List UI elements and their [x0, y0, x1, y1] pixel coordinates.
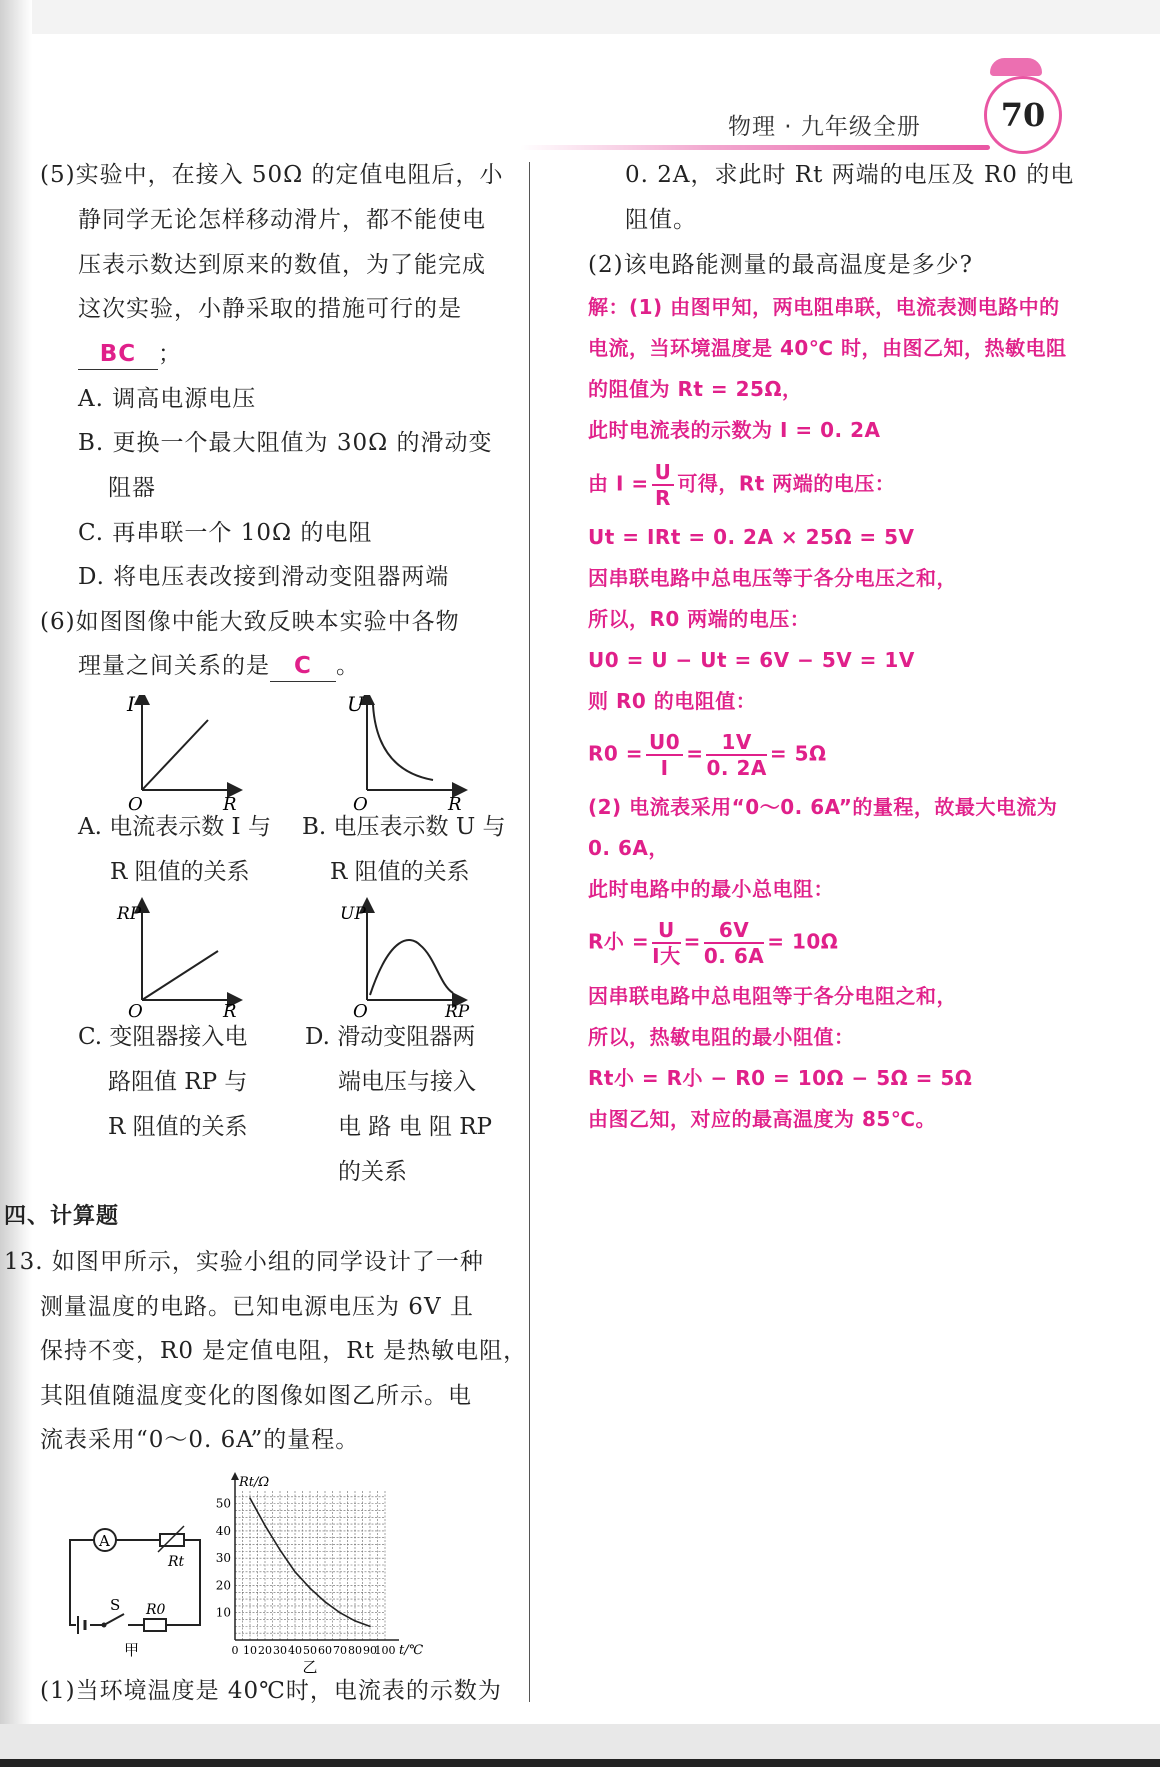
q5-answer-tail: ；	[158, 341, 182, 367]
frac-den: 0. 6A	[703, 944, 765, 968]
sol-l11-a: R0 =	[588, 741, 644, 766]
q13-line-5: 流表采用“0～0. 6A”的量程。	[40, 1427, 360, 1453]
q5-answer: BC	[78, 339, 158, 370]
q13-line-3: 保持不变，R0 是定值电阻，Rt 是热敏电阻，	[40, 1338, 528, 1364]
graph-c-y-label: RP	[117, 904, 142, 924]
bottom-edge	[0, 1759, 1160, 1767]
q6-line-2	[78, 651, 360, 682]
q5-option-c: C. 再串联一个 10Ω 的电阻	[78, 520, 373, 546]
fraction-u0-over-i	[646, 730, 683, 780]
graph-d	[340, 904, 470, 1022]
header-rule	[520, 145, 990, 150]
q5-line-4: 这次实验，小静采取的措施可行的是	[78, 296, 462, 322]
q6-line-2-text: 理量之间关系的是	[78, 653, 270, 679]
solution-line-19: 由图乙知，对应的最高温度为 85℃。	[588, 1107, 937, 1131]
frac-num: 1V	[706, 730, 766, 756]
graph-d-y-label: UP	[340, 904, 366, 924]
graph-a-origin: O	[128, 794, 143, 815]
fraction-1v-over-02a	[706, 730, 766, 780]
frac-den: R	[655, 486, 671, 510]
graph-a	[126, 695, 237, 815]
graph-c-origin: O	[128, 1001, 143, 1022]
top-margin	[0, 0, 1160, 34]
q5-option-b-cont: 阻器	[108, 475, 156, 501]
data-point	[309, 1587, 311, 1589]
data-point	[369, 1626, 371, 1628]
q13-line-1: 13. 如图甲所示，实验小组的同学设计了一种	[4, 1249, 484, 1275]
data-point	[249, 1497, 251, 1499]
x-tick-label: 20	[258, 1644, 272, 1657]
resistor-r0-label: R0	[146, 1602, 166, 1618]
x-tick-label: 50	[303, 1644, 317, 1657]
y-tick-label: 40	[215, 1523, 231, 1538]
graph-a-y-label: I	[127, 695, 135, 716]
graph-a-line	[142, 720, 208, 790]
circuit-wire	[70, 1540, 200, 1625]
solution-line-7: 因串联电路中总电压等于各分电压之和，	[588, 566, 957, 590]
y-axis-arrow	[231, 1472, 239, 1480]
y-tick-label: 20	[215, 1578, 231, 1593]
sol-l11-eq: =	[686, 741, 704, 766]
q6-line-1: (6)如图图像中能大致反映本实验中各物	[40, 609, 460, 635]
graph-d-caption-2: 端电压与接入	[338, 1069, 476, 1095]
circuit-diagram	[60, 1510, 210, 1660]
graph-b-origin: O	[353, 794, 368, 815]
circuit-caption: 甲	[124, 1641, 140, 1659]
solution-line-17: 所以，热敏电阻的最小阻值：	[588, 1025, 855, 1049]
sol-l15-eq: =	[683, 929, 701, 954]
q5-answer-line	[78, 339, 182, 370]
x-tick-label: 70	[333, 1644, 347, 1657]
x-tick-label: 90	[363, 1644, 377, 1657]
frac-num: 6V	[704, 918, 764, 944]
graph-a-x-label: R	[223, 794, 237, 815]
solution-line-14: 此时电路中的最小总电阻：	[588, 877, 834, 901]
solution-line-3: 的阻值为 Rt = 25Ω，	[588, 377, 803, 401]
solution-line-18: Rt小 = R小 − R0 = 10Ω − 5Ω = 5Ω	[588, 1066, 973, 1090]
page-binding-shadow	[0, 0, 32, 1767]
resistor-r0-icon	[144, 1619, 166, 1631]
data-point	[339, 1612, 341, 1614]
x-axis-label: t/℃	[399, 1643, 424, 1658]
q5-option-b: B. 更换一个最大阻值为 30Ω 的滑动变	[78, 430, 493, 456]
frac-den: I大	[652, 944, 681, 968]
sol-l11-b: = 5Ω	[769, 741, 827, 766]
frac-den: I	[660, 756, 669, 780]
q13-sub-1: (1)当环境温度是 40℃时，电流表的示数为	[40, 1678, 502, 1704]
thermistor-label: Rt	[168, 1554, 185, 1570]
ammeter-label: A	[99, 1532, 110, 1550]
x-tick-label: 30	[273, 1644, 287, 1657]
frac-num: U0	[646, 730, 683, 756]
fraction-u-over-r	[652, 460, 675, 510]
q5-line-3: 压表示数达到原来的数值，为了能完成	[78, 252, 486, 278]
switch-label: S	[110, 1596, 121, 1614]
solution-line-8: 所以，R0 两端的电压：	[588, 607, 811, 631]
sol-l5-b: 可得，Rt 两端的电压：	[677, 471, 896, 496]
y-tick-label: 30	[215, 1551, 231, 1566]
q13-line-4: 其阻值随温度变化的图像如图乙所示。电	[40, 1383, 472, 1409]
data-point	[294, 1571, 296, 1573]
solution-line-10: 则 R0 的电阻值：	[588, 689, 757, 713]
graph-c	[116, 904, 237, 1022]
graph-b	[347, 695, 462, 815]
fraction-u-over-imax	[652, 918, 680, 968]
solution-line-4: 此时电流表的示数为 I = 0. 2A	[588, 418, 881, 442]
solution-line-11	[588, 730, 826, 780]
data-point	[264, 1525, 266, 1527]
graph-c-caption-3: R 阻值的关系	[108, 1114, 248, 1140]
graph-c-x-label: R	[223, 1001, 237, 1022]
graph-a-caption-2: R 阻值的关系	[110, 859, 250, 885]
x-tick-label: 100	[374, 1644, 396, 1657]
graph-d-origin: O	[353, 1001, 368, 1022]
q13-sub-1-cont-2: 阻值。	[625, 207, 697, 233]
q13-line-2: 测量温度的电路。已知电源电压为 6V 且	[40, 1294, 474, 1320]
graph-c-caption-2: 路阻值 RP 与	[108, 1069, 248, 1095]
q5-option-a: A. 调高电源电压	[78, 386, 257, 412]
y-tick-label: 10	[215, 1605, 231, 1620]
y-tick-label: 50	[215, 1496, 231, 1511]
frac-den: 0. 2A	[706, 756, 767, 780]
sol-l5-a: 由 I =	[588, 471, 649, 496]
q5-line-1: (5)实验中，在接入 50Ω 的定值电阻后，小	[40, 162, 504, 188]
data-point	[354, 1620, 356, 1622]
solution-line-6: Ut = IRt = 0. 2A × 25Ω = 5V	[588, 525, 915, 549]
frac-num: U	[652, 460, 675, 486]
x-tick-label: 60	[318, 1644, 332, 1657]
bottom-margin	[0, 1724, 1160, 1767]
graph-d-x-label: RP	[445, 1002, 470, 1022]
graph-b-y-label: U	[347, 695, 364, 716]
thermistor-icon	[160, 1534, 184, 1546]
x-tick-label: 10	[243, 1644, 257, 1657]
x-tick-label: 80	[348, 1644, 362, 1657]
sol-l15-b: = 10Ω	[767, 929, 839, 954]
x-tick-label: 0	[231, 1644, 239, 1657]
graph-b-curve	[373, 705, 433, 780]
solution-line-1: 解：(1) 由图甲知，两电阻串联，电流表测电路中的	[588, 295, 1060, 319]
solution-line-9: U0 = U − Ut = 6V − 5V = 1V	[588, 648, 915, 672]
data-point	[279, 1549, 281, 1551]
solution-line-5	[588, 460, 895, 510]
graph-b-x-label: R	[448, 794, 462, 815]
solution-line-15	[588, 918, 838, 968]
graph-b-caption-2: R 阻值的关系	[330, 859, 470, 885]
y-axis-label: Rt/Ω	[239, 1475, 270, 1490]
graph-c-caption-1: C. 变阻器接入电	[78, 1024, 248, 1050]
section-heading: 四、计算题	[4, 1204, 120, 1229]
solution-line-16: 因串联电路中总电阻等于各分电阻之和，	[588, 984, 957, 1008]
solution-line-2: 电流，当环境温度是 40℃ 时，由图乙知，热敏电阻	[588, 336, 1067, 360]
sol-l15-a: R小 =	[588, 929, 650, 954]
chart-caption: 乙	[302, 1658, 318, 1675]
fraction-6v-over-06a	[704, 918, 764, 968]
q6-answer: C	[270, 651, 336, 682]
q5-line-2: 静同学无论怎样移动滑片，都不能使电	[78, 207, 486, 233]
graph-d-caption-1: D. 滑动变阻器两	[305, 1024, 476, 1050]
header-subject: 物理 · 九年级全册	[728, 114, 921, 140]
q5-option-d: D. 将电压表改接到滑动变阻器两端	[78, 564, 450, 590]
graph-c-line	[142, 951, 218, 1000]
q13-sub-2: (2)该电路能测量的最高温度是多少?	[588, 252, 973, 278]
data-point	[324, 1601, 326, 1603]
q6-answer-tail: 。	[336, 653, 360, 679]
q13-sub-1-cont: 0. 2A，求此时 Rt 两端的电压及 R0 的电	[625, 162, 1075, 188]
graph-d-caption-3: 电 路 电 阻 RP	[338, 1114, 493, 1140]
graph-d-caption-4: 的关系	[338, 1159, 407, 1185]
thermistor-chart	[205, 1470, 505, 1675]
frac-num: U	[652, 918, 680, 944]
page-number: 70	[984, 76, 1062, 154]
graph-a-caption-1: A. 电流表示数 I 与	[78, 814, 271, 840]
x-tick-label: 40	[288, 1644, 302, 1657]
graph-b-caption-1: B. 电压表示数 U 与	[302, 814, 506, 840]
solution-line-12: (2) 电流表采用“0～0. 6A”的量程，故最大电流为	[588, 795, 1058, 819]
solution-line-13: 0. 6A，	[588, 836, 669, 860]
page-badge-decoration	[990, 58, 1042, 76]
graph-d-curve	[370, 940, 453, 995]
